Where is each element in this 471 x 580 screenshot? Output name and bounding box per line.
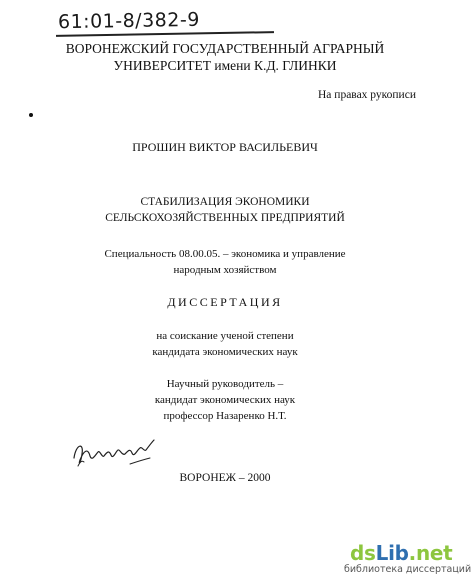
handwritten-signature — [70, 436, 158, 472]
supervisor-line1: Научный руководитель – — [166, 378, 284, 390]
specialty-line2: народным хозяйством — [173, 264, 277, 276]
dslib-subtitle: библиотека диссертаций — [344, 564, 471, 575]
university-name-line1: ВОРОНЕЖСКИЙ ГОСУДАРСТВЕННЫЙ АГРАРНЫЙ — [65, 41, 385, 56]
margin-dot — [29, 113, 33, 117]
author-name: ПРОШИН ВИКТОР ВАСИЛЬЕВИЧ — [132, 140, 318, 154]
thesis-title-line1: СТАБИЛИЗАЦИЯ ЭКОНОМИКИ — [140, 196, 310, 208]
supervisor-line2: кандидат экономических наук — [154, 394, 296, 406]
university-name-line2: УНИВЕРСИТЕТ имени К.Д. ГЛИНКИ — [113, 58, 337, 73]
thesis-title-line2: СЕЛЬСКОХОЗЯЙСТВЕННЫХ ПРЕДПРИЯТИЙ — [105, 212, 345, 224]
degree-line2: кандидата экономических наук — [152, 346, 298, 358]
manuscript-rights-note: На правах рукописи — [318, 89, 416, 101]
dslib-watermark[interactable] — [338, 540, 471, 580]
place-and-year: ВОРОНЕЖ – 2000 — [179, 472, 271, 484]
specialty-line1: Специальность 08.00.05. – экономика и управление — [104, 248, 346, 260]
degree-line1: на соискание ученой степени — [156, 330, 294, 342]
document-type-heading: ДИССЕРТАЦИЯ — [167, 295, 283, 309]
supervisor-line3: профессор Назаренко Н.Т. — [163, 410, 287, 422]
dslib-logo: dsLib.net — [350, 541, 453, 565]
archive-number-handwritten: 61:01-8/382-9 — [57, 8, 200, 34]
